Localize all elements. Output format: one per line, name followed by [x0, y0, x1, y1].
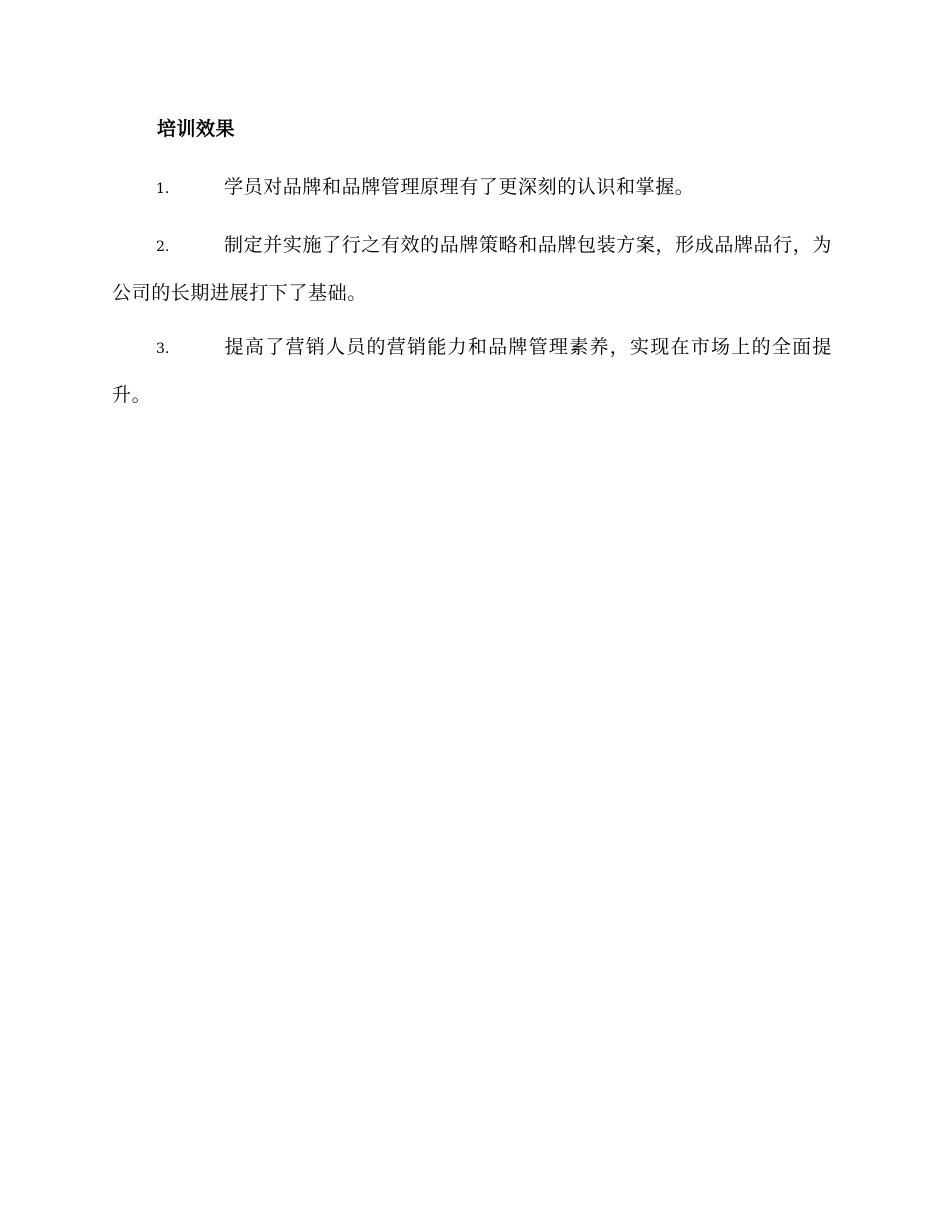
list-item-text: 提高了营销人员的营销能力和品牌管理素养，实现在市场上的全面提升。 — [112, 336, 832, 406]
list-item — [112, 164, 832, 212]
list-item-number: 1. — [156, 181, 170, 197]
list-item-number: 2. — [156, 239, 170, 255]
section-heading: 培训效果 — [157, 118, 236, 140]
list-item-text: 学员对品牌和品牌管理原理有了更深刻的认识和掌握。 — [224, 176, 695, 198]
list-item-text: 制定并实施了行之有效的品牌策略和品牌包装方案，形成品牌品行，为公司的长期进展打下了基础。 — [112, 234, 832, 304]
list-item-number: 3. — [156, 341, 170, 357]
list-item — [112, 222, 832, 316]
list-item — [112, 324, 832, 418]
